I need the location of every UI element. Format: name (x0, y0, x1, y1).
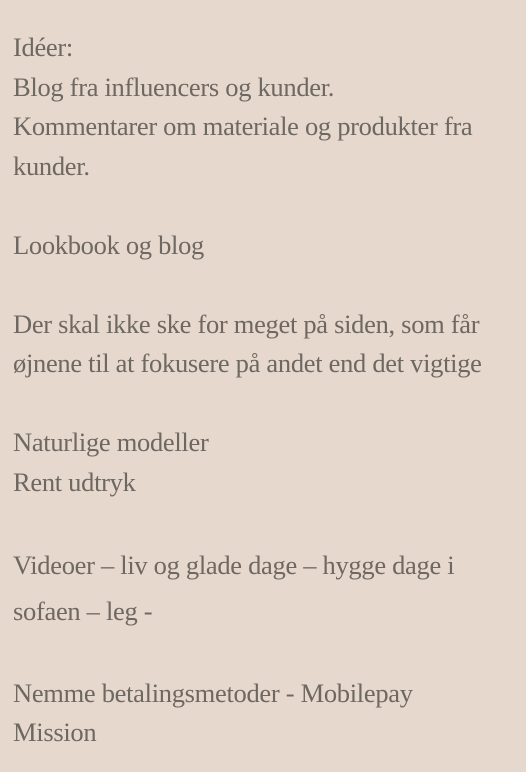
page-focus-note: Der skal ikke ske for meget på siden, som får øjnene til at fokusere på andet end det vigtige (13, 308, 482, 378)
paragraph-spacer (13, 265, 518, 305)
lookbook-note: Lookbook og blog (13, 229, 204, 260)
paragraph-spacer (13, 634, 518, 674)
natural-models-note: Naturlige modeller (13, 427, 209, 457)
paragraph-spacer (13, 186, 518, 226)
videos-block (13, 542, 518, 634)
notes-document (13, 28, 518, 753)
ideas-line-customer-comments: Kommentarer om materiale og produkter fra kunder. (13, 111, 473, 181)
paragraph-spacer (13, 384, 518, 424)
payment-methods-note: Nemme betalingsmetoder - Mobilepay (13, 677, 413, 708)
videos-note: Videoer – liv og glade dage – hygge dage i sofaen – leg - (13, 550, 455, 626)
ideas-heading: Idéer: (13, 32, 73, 62)
mission-note: Mission (13, 717, 97, 747)
ideas-line-influencer-blog: Blog fra influencers og kunder. (13, 71, 335, 102)
paragraph-spacer (13, 502, 518, 542)
clean-expression-note: Rent udtryk (13, 466, 136, 497)
